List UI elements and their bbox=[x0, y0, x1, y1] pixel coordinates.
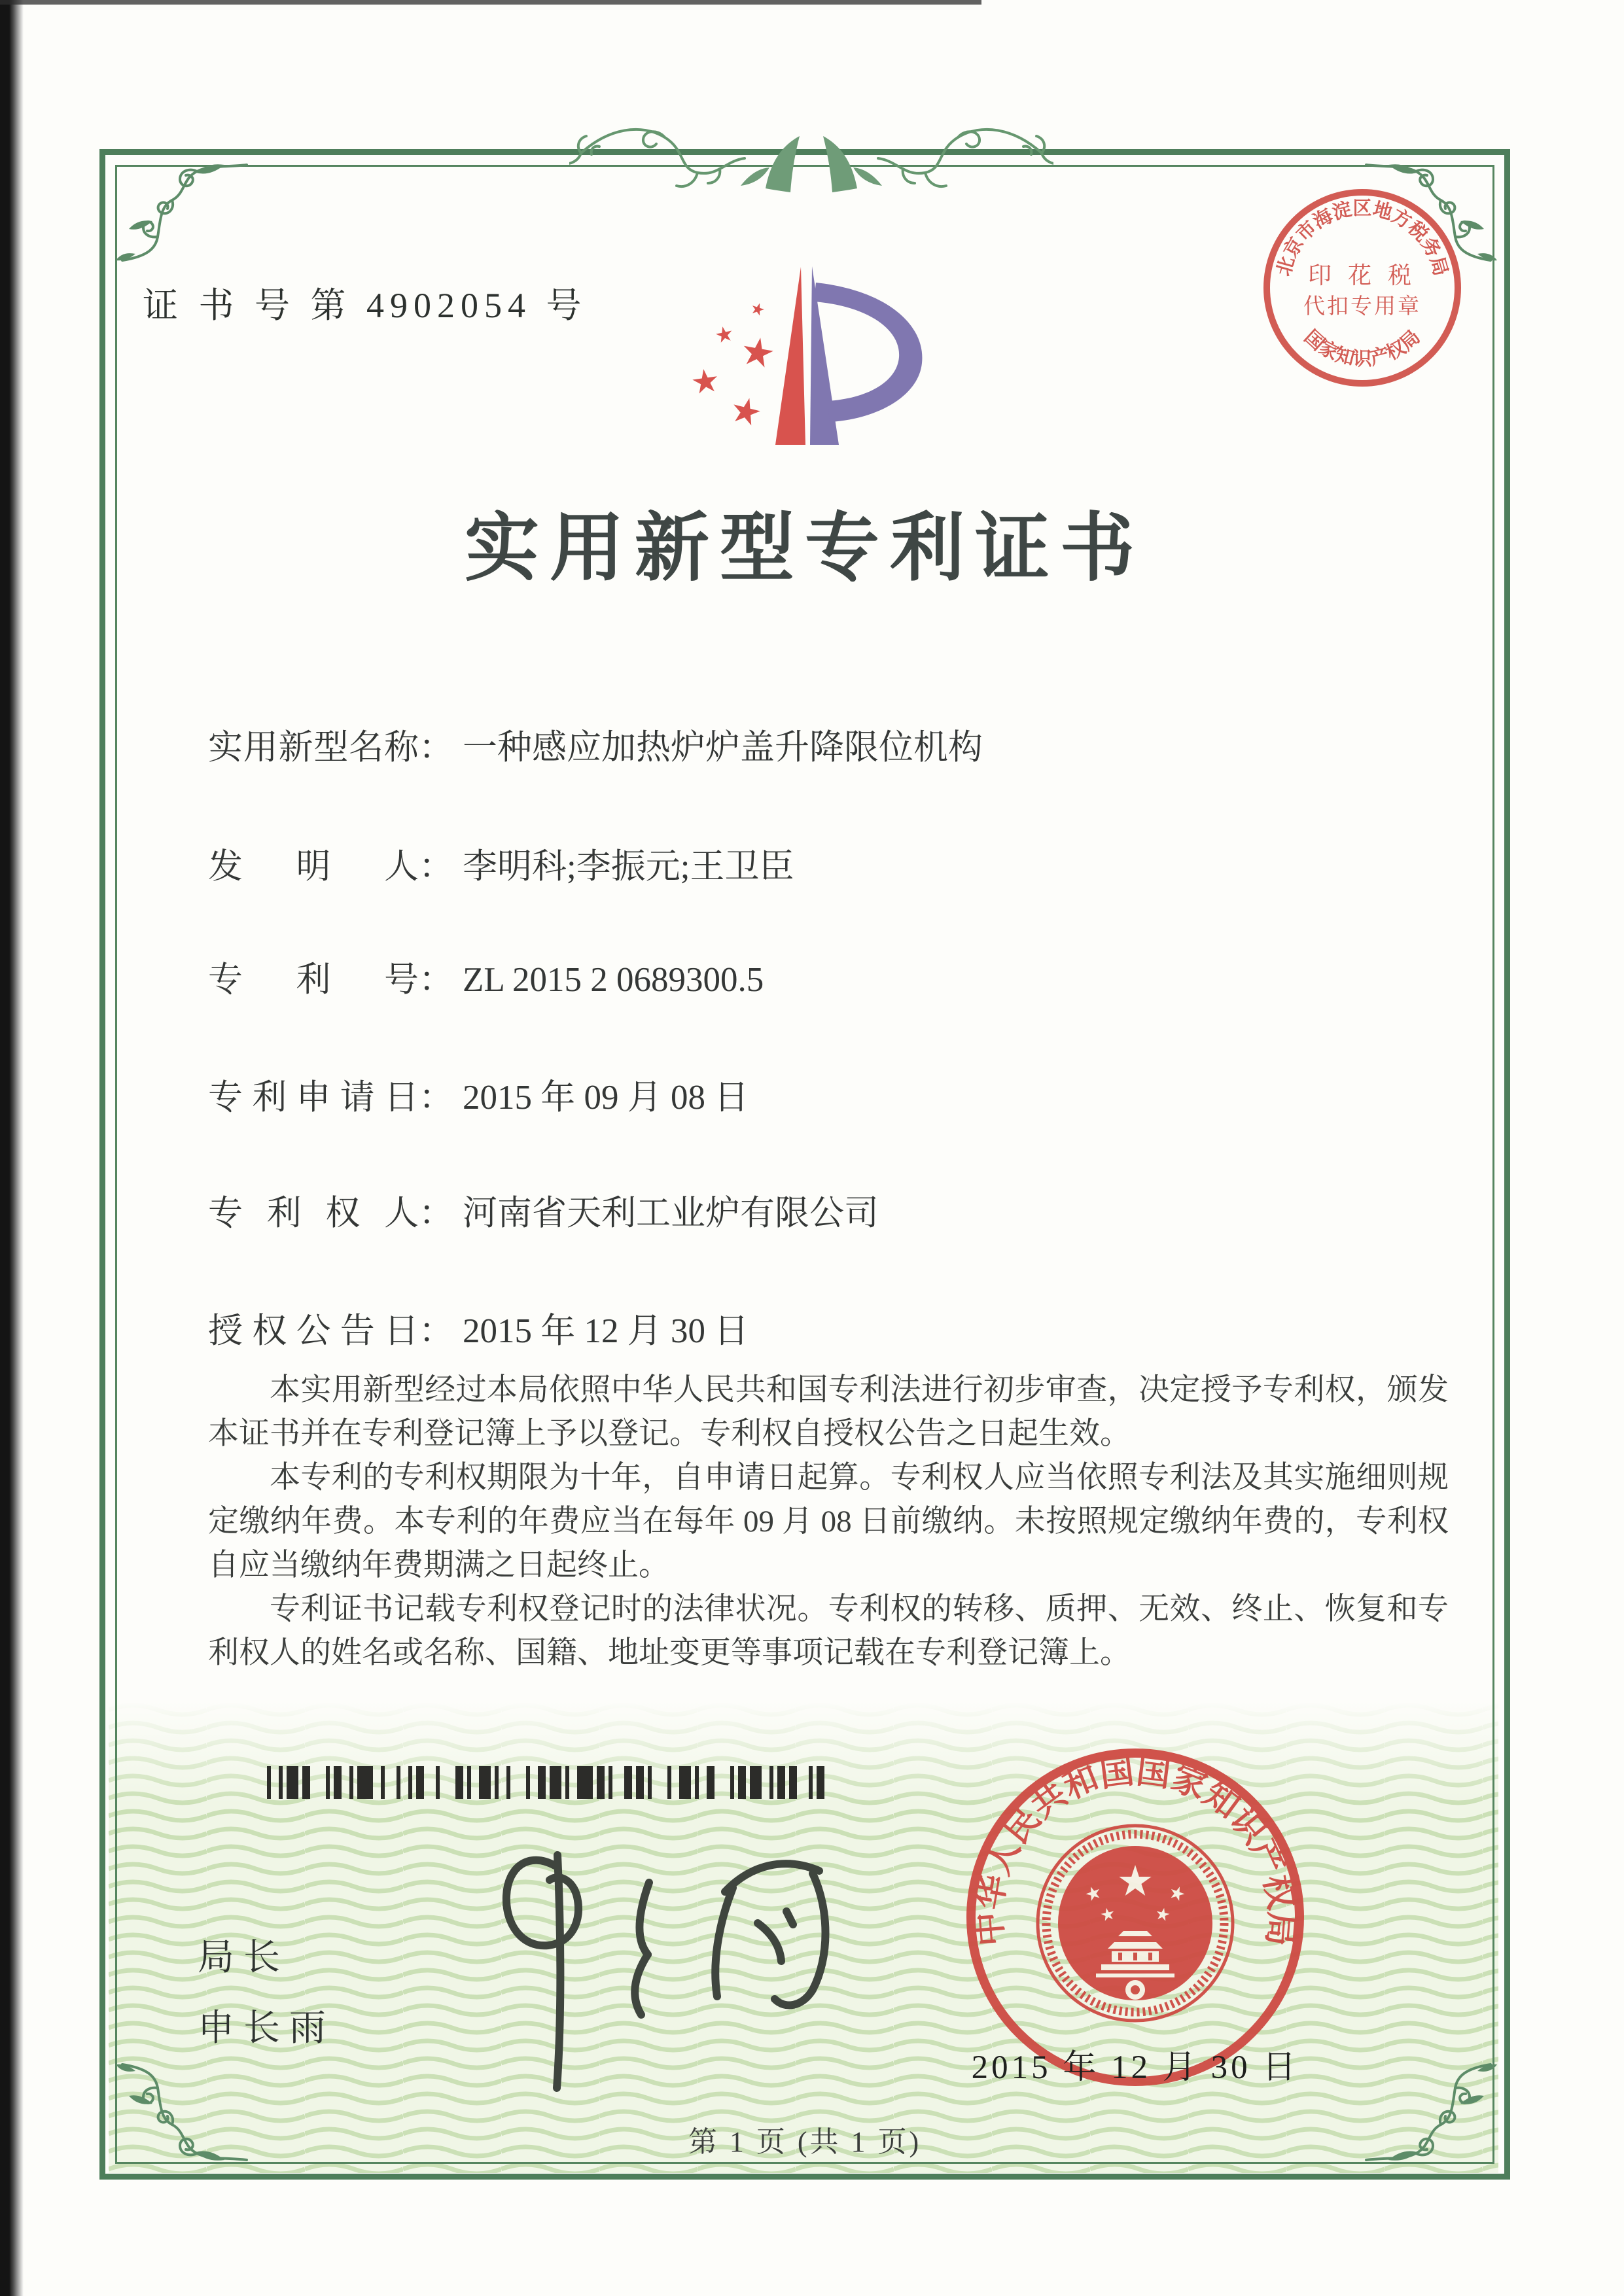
director-title: 局长 bbox=[198, 1938, 289, 1978]
tax-stamp-line1: 印 花 税 bbox=[1307, 262, 1417, 288]
seal-ring-text: 中华人民共和国国家知识产权局 bbox=[970, 1752, 1300, 1948]
paragraph-1: 本实用新型经过本局依照中华人民共和国专利法进行初步审查，决定授予专利权，颁发本证书并在专利登记簿上予以登记。专利权自授权公告之日起生效。 bbox=[208, 1373, 1449, 1451]
tax-stamp-line2: 代扣专用章 bbox=[1303, 295, 1421, 319]
field-label: 实用新型名称 bbox=[208, 729, 419, 767]
field-patentee bbox=[208, 1185, 879, 1235]
legal-text bbox=[208, 1368, 1449, 1675]
certificate-title: 实用新型专利证书 bbox=[464, 507, 1145, 590]
field-colon: ： bbox=[419, 1312, 453, 1350]
dragon-ornament bbox=[569, 90, 1053, 208]
barcode bbox=[267, 1766, 845, 1799]
field-colon: ： bbox=[419, 1194, 453, 1232]
field-grant-date bbox=[208, 1303, 749, 1353]
seal-date: 2015 年 12 月 30 日 bbox=[971, 2049, 1299, 2086]
field-label: 发明人 bbox=[208, 848, 419, 886]
national-emblem bbox=[1038, 1826, 1233, 2021]
tax-stamp-arc-top: 北京市海淀区地方税务局 bbox=[1273, 198, 1451, 279]
svg-text:国家知识产权局 bbox=[1300, 326, 1424, 370]
paragraph-2: 本专利的专利权期限为十年，自申请日起算。专利权人应当依照专利法及其实施细则规定缴纳年费。本专利的年费应当在每年 09 月 08 日前缴纳。未按照规定缴纳年费的，专利权自应当缴纳年费期满之日起终止。 bbox=[208, 1461, 1449, 1582]
field-value: 2015 年 12 月 30 日 bbox=[463, 1312, 749, 1350]
scan-edge-top bbox=[0, 0, 981, 5]
field-colon: ： bbox=[419, 729, 453, 767]
field-colon: ： bbox=[419, 1079, 453, 1117]
director-signature bbox=[419, 1825, 851, 2100]
field-label: 专利号 bbox=[208, 961, 419, 999]
field-colon: ： bbox=[419, 848, 453, 886]
field-value: 李明科;李振元;王卫臣 bbox=[463, 848, 794, 886]
tax-stamp-arc-bottom: 国家知识产权局 bbox=[1300, 326, 1424, 370]
scan-edge-left bbox=[0, 0, 24, 2296]
field-value: ZL 2015 2 0689300.5 bbox=[463, 961, 764, 999]
field-patent-number bbox=[208, 952, 764, 1001]
field-label: 授权公告日 bbox=[208, 1312, 419, 1350]
field-label: 专利申请日 bbox=[208, 1079, 419, 1117]
field-filing-date bbox=[208, 1070, 749, 1119]
field-utility-model-name bbox=[208, 720, 983, 769]
field-label: 专利权人 bbox=[208, 1194, 419, 1232]
certificate-number: 证 书 号 第 4902054 号 bbox=[143, 286, 588, 325]
page-number: 第 1 页 (共 1 页) bbox=[688, 2126, 922, 2158]
field-colon: ： bbox=[419, 961, 453, 999]
field-value: 2015 年 09 月 08 日 bbox=[463, 1079, 749, 1117]
field-inventors bbox=[208, 839, 794, 888]
sipo-logo bbox=[677, 256, 932, 453]
tax-stamp bbox=[1254, 180, 1470, 396]
field-value: 一种感应加热炉炉盖升降限位机构 bbox=[463, 729, 983, 767]
director-name: 申长雨 bbox=[198, 2008, 335, 2049]
paragraph-3: 专利证书记载专利权登记时的法律状况。专利权的转移、质押、无效、终止、恢复和专利权人的姓名或名称、国籍、地址变更等事项记载在专利登记簿上。 bbox=[208, 1592, 1449, 1670]
field-value: 河南省天利工业炉有限公司 bbox=[463, 1194, 879, 1232]
